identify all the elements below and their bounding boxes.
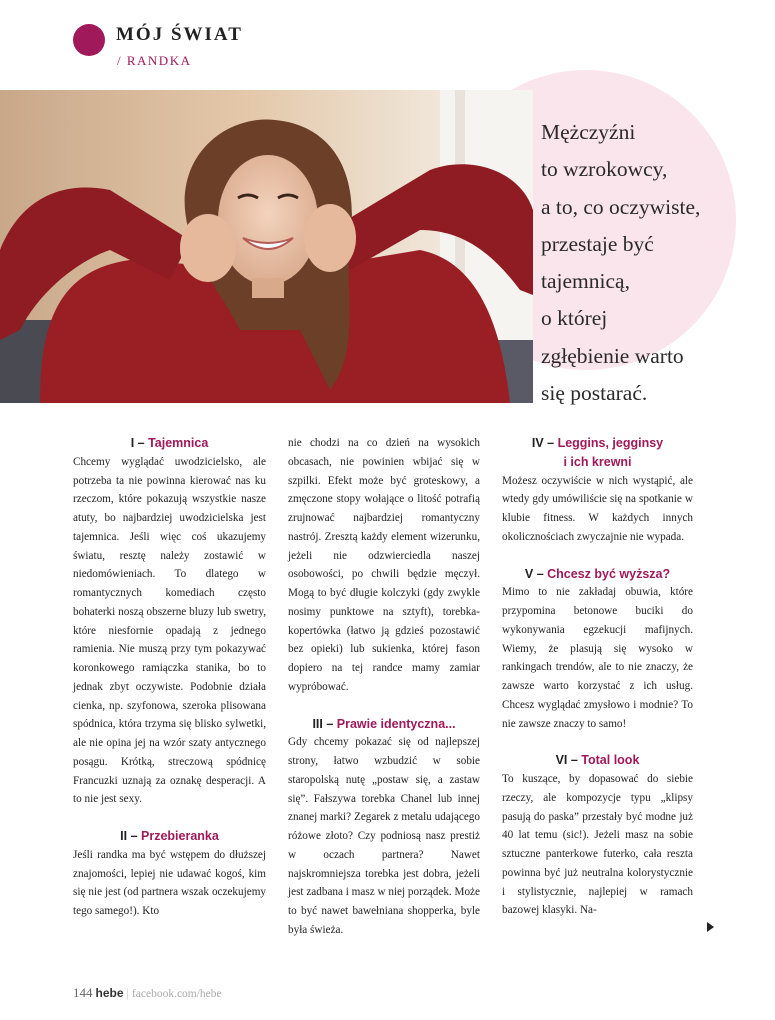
heading-number: I – (130, 436, 149, 450)
section-body-6: To kuszące, by dopasować do siebie rzeczy, ale kompozycje typu „klipsy pasują do paska” przestały być modne już 40 lat temu (sic!). Jeżeli masz na sobie sztuczne panterkowe futerko, cała reszta powinna być już neutralna kolorystycznie i stylistycznie, najlepiej w ramach bazowej klasyki. Na- (502, 773, 693, 917)
heading-number: V – (524, 566, 548, 581)
woman-photo-icon (0, 90, 533, 403)
pull-quote (541, 114, 771, 412)
section-marker-dot (73, 24, 105, 56)
section-heading-2 (73, 827, 266, 846)
heading-title: Chcesz być wyższa? (547, 566, 671, 581)
heading-number: III – (312, 716, 337, 731)
brand-name: hebe (95, 986, 124, 1000)
section-heading-3 (288, 715, 480, 734)
quote-line: tajemnicą, (541, 269, 630, 294)
section-heading-5 (502, 565, 693, 584)
section-body-1: Chcemy wyglądać uwodzicielsko, ale potrzeba ta nie powinna kierować nas ku rzeczom, które pokazują wszystkie nasze atuty, bo najbardziej uwodzicielska jest tajemnica. Jeśli więc coś ukazujemy światu, resztę należy zostawić w niedomówieniach. To dlatego w romantycznych komediach często bohaterki noszą obszerne bluzy lub swetry, które niesfornie opadają z jednego ramienia. Nie muszą przy tym pokazywać koronkowego ramiączka stanika, bo to jednak zbyt oczywiste. Podobnie działa cienka, np. szyfonowa, szeroka plisowana spódnica, która trzyma się blisko sylwetki, ale nie opina jej na wzór szaty antycznego posągu. Krótką, streczową spódnicę Francuzki uznają za oznakę desperacji. A to nie jest sexy. (73, 455, 266, 806)
heading-title-line2: i ich krewni (563, 454, 632, 469)
section-body-2: Jeśli randka ma być wstępem do dłuższej znajomości, lepiej nie udawać kogoś, kim się nie jest (od partnera wszak oczekujemy tego samego!). Kto (73, 848, 266, 917)
section-title: MÓJ ŚWIAT (116, 24, 243, 45)
heading-number: VI – (555, 753, 582, 768)
section-heading-4 (502, 434, 693, 472)
quote-line: Mężczyźni (541, 120, 636, 144)
article-column-3 (502, 434, 693, 920)
article-column-2 (288, 434, 480, 940)
section-body-2-continued: nie chodzi na co dzień na wysokich obcasach, nie powinien wbijać się w szpilki. Efekt może być groteskowy, a zmęczone stopy wołające o litość potrafią zrujnować najbardziej romantyczny nastrój. Zresztą każdy element wizerunku, jeżeli nie odzwierciedla naszej osobowości, po chwili będzie męczył. Mogą to być długie kolczyki (gdy zwykle nosimy punktowe na sztyft), torebka-kopertówka (łatwo ją gdzieś pozostawić bez opieki) lub sukienka, której fason dopiero na tej randce mamy zamiar wypróbować. (288, 437, 480, 693)
heading-title: Total look (581, 753, 640, 768)
quote-line: się postarać. (541, 381, 648, 406)
page-footer (73, 985, 222, 1001)
heading-title: Leggins, jegginsy (557, 436, 664, 450)
section-body-4: Możesz oczywiście w nich wystąpić, ale wtedy gdy umówiliście się na spotkanie w klubie fitness. W każdych innych okolicznościach zwyczajnie nie wypada. (502, 474, 693, 543)
heading-title: Tajemnica (148, 436, 209, 450)
heading-number: II – (120, 829, 141, 843)
subsection-title: / RANDKA (117, 53, 192, 68)
article-photo (0, 90, 533, 403)
section-body-5: Mimo to nie zakładaj obuwia, które przypomina betonowe buciki do wykonywania egzekucji mafijnych. Wiemy, że plasują się wysoko w rankingach trendów, ale to nie znaczy, że zawsze warto korzystać z ich usług. Chcesz wyglądać zmysłowo i modnie? To nie zawsze znaczy to samo! (502, 586, 693, 730)
article-column-1 (73, 434, 266, 921)
section-heading-6 (502, 751, 693, 770)
footer-separator: | (126, 986, 129, 1000)
quote-line: o której (541, 306, 608, 331)
heading-number: IV – (531, 436, 558, 450)
quote-line: przestaje być (541, 231, 654, 256)
page-number: 144 (73, 985, 93, 1000)
quote-line: a to, co oczywiste, (541, 194, 701, 219)
continue-arrow-icon (707, 922, 714, 932)
heading-title: Przebieranka (141, 829, 219, 843)
section-heading-1 (73, 434, 266, 453)
facebook-link[interactable]: facebook.com/hebe (131, 988, 222, 1000)
heading-title: Prawie identyczna... (336, 716, 456, 731)
quote-line: zgłębienie warto (541, 343, 684, 368)
section-body-3: Gdy chcemy pokazać się od najlepszej strony, łatwo wzbudzić w sobie staropolską nutę „postaw się, a zastaw się”. Fałszywa torebka Chanel lub innej znanej marki? Zegarek z metalu udającego różowe złoto? Czy podniosą nasz prestiż w oczach partnera? Nawet najskromniejsza torebka jest dobra, jeżeli jest zadbana i masz w niej porządek. Może to być nawet bawełniana shopperka, byle była świeża. (288, 736, 480, 936)
quote-line: to wzrokowcy, (541, 157, 668, 182)
